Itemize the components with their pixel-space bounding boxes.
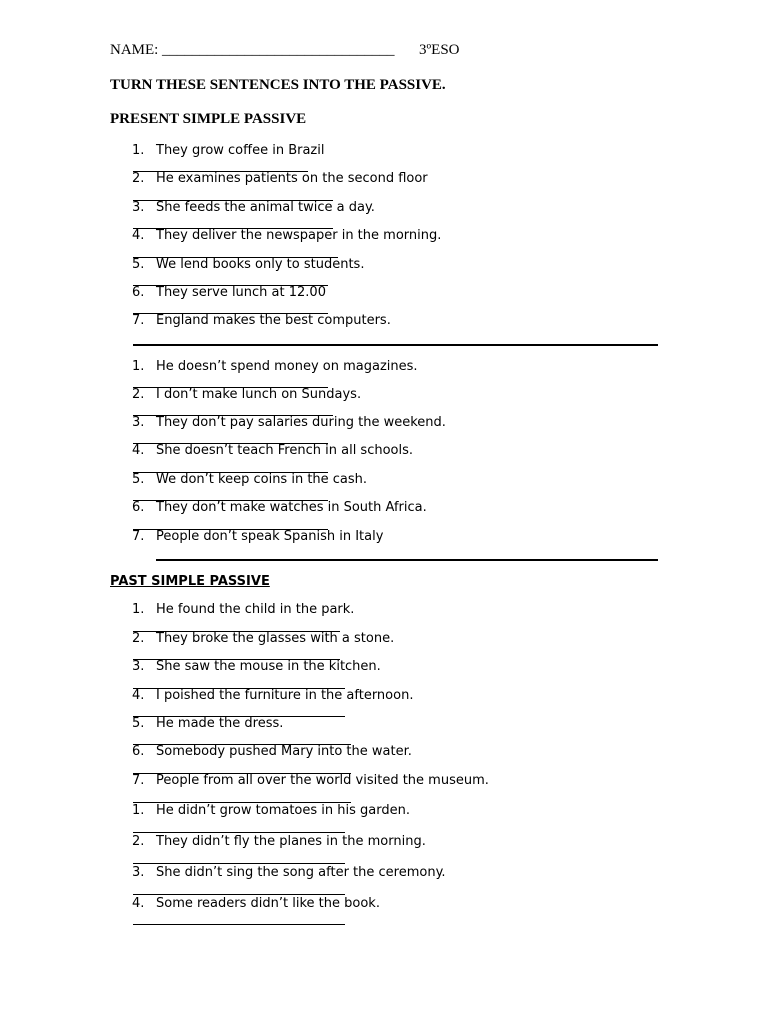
list-item-sentence: We don’t keep coins in the cash.: [156, 472, 368, 487]
list-item-number: 3.: [132, 865, 145, 880]
instruction-heading: TURN THESE SENTENCES INTO THE PASSIVE.: [110, 77, 446, 93]
list-item-number: 2.: [132, 631, 145, 646]
list-item-number: 2.: [132, 834, 145, 849]
list-item-sentence: She saw the mouse in the kitchen.: [156, 659, 381, 674]
list-item-number: 1.: [132, 602, 145, 617]
answer-line[interactable]: [133, 832, 345, 833]
list-item-sentence: I don’t make lunch on Sundays.: [156, 387, 362, 402]
list-item-sentence: They broke the glasses with a stone.: [156, 631, 395, 646]
list-item-sentence: England makes the best computers.: [156, 313, 391, 328]
list-item-number: 7.: [132, 313, 145, 328]
list-item-number: 7.: [132, 773, 145, 788]
list-item-number: 5.: [132, 257, 145, 272]
list-item-number: 7.: [132, 529, 145, 544]
list-item-number: 4.: [132, 443, 145, 458]
list-item-sentence: We lend books only to students.: [156, 257, 365, 272]
class-label: 3ºESO: [419, 42, 460, 58]
list-item-sentence: They don’t pay salaries during the weekend.: [156, 415, 446, 430]
list-item-sentence: They grow coffee in Brazil: [156, 143, 325, 158]
list-item-number: 2.: [132, 171, 145, 186]
list-item-sentence: She doesn’t teach French in all schools.: [156, 443, 414, 458]
list-item-number: 6.: [132, 285, 145, 300]
list-item-number: 1.: [132, 143, 145, 158]
list-item-number: 5.: [132, 716, 145, 731]
name-blank: _______________________________: [162, 42, 395, 58]
list-item-number: 6.: [132, 500, 145, 515]
list-item-sentence: They deliver the newspaper in the morning.: [156, 228, 442, 243]
answer-line[interactable]: [156, 559, 658, 561]
list-item-sentence: They serve lunch at 12.00: [156, 285, 326, 300]
list-item-sentence: He examines patients on the second floor: [156, 171, 428, 186]
list-item-number: 1.: [132, 803, 145, 818]
list-item-sentence: He found the child in the park.: [156, 602, 355, 617]
list-item-number: 4.: [132, 228, 145, 243]
list-item-sentence: People from all over the world visited the museum.: [156, 773, 489, 788]
answer-line[interactable]: [133, 863, 345, 864]
list-item-sentence: She feeds the animal twice a day.: [156, 200, 375, 215]
list-item-sentence: They didn’t fly the planes in the morning.: [156, 834, 426, 849]
name-label: NAME:: [110, 42, 159, 58]
past-simple-title: PAST SIMPLE PASSIVE: [110, 574, 270, 589]
list-item-sentence: People don’t speak Spanish in Italy: [156, 529, 384, 544]
list-item-number: 6.: [132, 744, 145, 759]
list-item-number: 2.: [132, 387, 145, 402]
present-simple-title: PRESENT SIMPLE PASSIVE: [110, 111, 307, 127]
list-item-sentence: He made the dress.: [156, 716, 284, 731]
list-item-sentence: Some readers didn’t like the book.: [156, 896, 380, 911]
list-item-sentence: He doesn’t spend money on magazines.: [156, 359, 418, 374]
answer-line[interactable]: [133, 344, 658, 346]
list-item-sentence: They don’t make watches in South Africa.: [156, 500, 427, 515]
answer-line[interactable]: [133, 894, 345, 895]
list-item-sentence: She didn’t sing the song after the ceremony.: [156, 865, 446, 880]
list-item-number: 3.: [132, 415, 145, 430]
list-item-number: 3.: [132, 659, 145, 674]
list-item-sentence: I poished the furniture in the afternoon.: [156, 688, 414, 703]
answer-line[interactable]: [133, 924, 345, 925]
list-item-sentence: Somebody pushed Mary into the water.: [156, 744, 412, 759]
list-item-number: 5.: [132, 472, 145, 487]
list-item-number: 4.: [132, 896, 145, 911]
list-item-number: 1.: [132, 359, 145, 374]
list-item-sentence: He didn’t grow tomatoes in his garden.: [156, 803, 410, 818]
list-item-number: 3.: [132, 200, 145, 215]
list-item-number: 4.: [132, 688, 145, 703]
